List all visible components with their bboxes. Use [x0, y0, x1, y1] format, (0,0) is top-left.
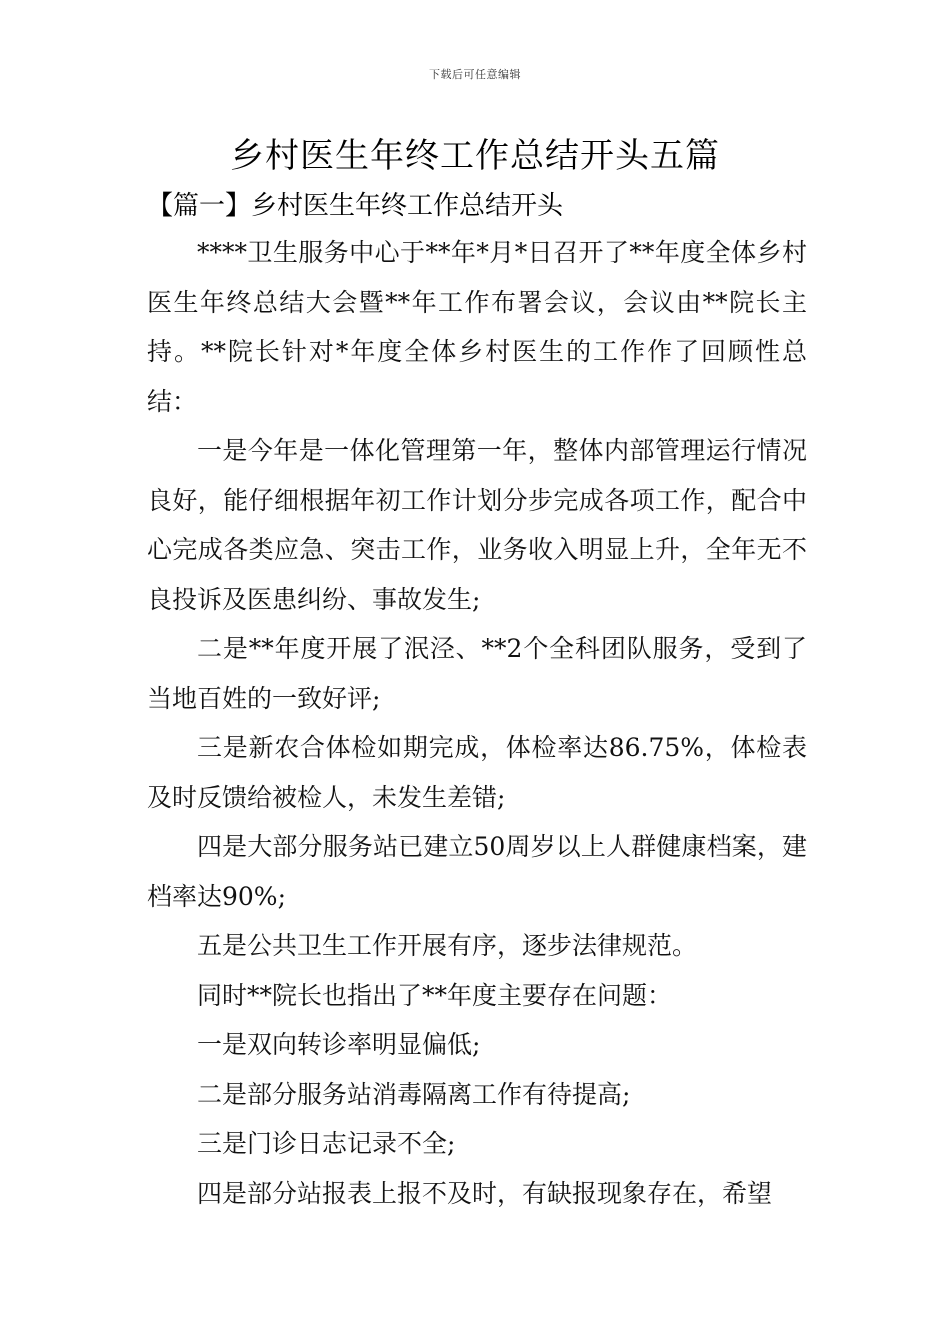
section-heading: 【篇一】乡村医生年终工作总结开头: [147, 191, 564, 221]
paragraph: 三是新农合体检如期完成，体检率达86.75%，体检表及时反馈给被检人，未发生差错;: [147, 733, 807, 812]
paragraph: 五是公共卫生工作开展有序，逐步法律规范。: [197, 931, 698, 960]
paragraph: 二是部分服务站消毒隔离工作有待提高;: [197, 1079, 631, 1109]
paragraph: 四是部分站报表上报不及时，有缺报现象存在，希望: [197, 1178, 773, 1208]
document-title: 乡村医生年终工作总结开头五篇: [230, 136, 720, 176]
body-text: [147, 228, 807, 1218]
paragraph: 一是双向转诊率明显偏低;: [197, 1030, 481, 1059]
header-note: 下载后可任意编辑: [429, 68, 521, 81]
paragraph: 三是门诊日志记录不全;: [197, 1129, 456, 1158]
paragraph: 四是大部分服务站已建立50周岁以上人群健康档案，建档率达90%;: [147, 832, 807, 911]
paragraph: 二是**年度开展了泯泾、**2个全科团队服务，受到了当地百姓的一致好评;: [147, 634, 807, 713]
paragraph: ****卫生服务中心于**年*月*日召开了**年度全体乡村医生年终总结大会暨**年工作布署会议，会议由**院长主持。**院长针对*年度全体乡村医生的工作作了回顾性总结：: [147, 238, 807, 416]
paragraph: 一是今年是一体化管理第一年，整体内部管理运行情况良好，能仔细根据年初工作计划分步完成各项工作，配合中心完成各类应急、突击工作，业务收入明显上升，全年无不良投诉及医患纠纷、事故发生;: [147, 436, 807, 614]
paragraph: 同时**院长也指出了**年度主要存在问题：: [197, 980, 673, 1010]
